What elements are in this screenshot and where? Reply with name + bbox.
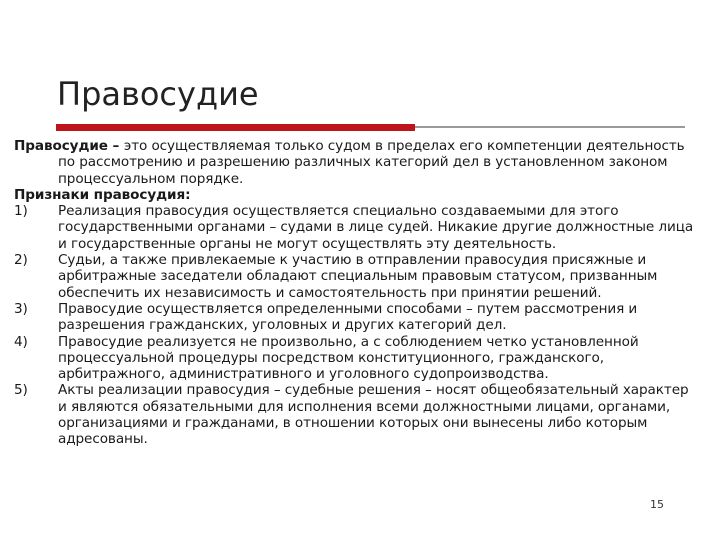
slide-body: [14, 138, 694, 448]
list-item: [14, 301, 694, 334]
list-item-text: Правосудие реализуется не произвольно, а с соблюдением четко установленной процессуальной процедуры посредством конституционного, гражданского, арбитражного, административного и уголовного судопроизводства.: [58, 333, 639, 383]
list-item-text: Акты реализации правосудия – судебные решения – носят общеобязательный характер и являются обязательными для исполнения всеми должностными лицами, органами, организациями и гражданами, в отношении которых они вынесены либо которым адресованы.: [58, 382, 689, 448]
definition-paragraph: [14, 138, 694, 187]
definition-term: Правосудие: [14, 138, 108, 154]
list-item-number: 2): [14, 252, 28, 269]
list-item-number: 4): [14, 333, 28, 350]
signs-heading: Признаки правосудия:: [14, 186, 191, 203]
list-item-text: Реализация правосудия осуществляется специально создаваемыми для этого государственными органами – судами в лице судей. Никакие другие должностные лица и государственные органы не могут осуществлять эту деятельность.: [58, 203, 694, 252]
list-item: [14, 203, 694, 252]
title-underline-gray: [415, 126, 685, 128]
list-item-number: 1): [14, 203, 28, 220]
list-item-number: 5): [14, 382, 28, 399]
list-item-text: Судьи, а также привлекаемые к участию в отправлении правосудия присяжные и арбитражные заседатели обладают специальным правовым статусом, призванным обеспечить их независимость и самостоятельность при принятии решений.: [58, 252, 658, 301]
list-item: [14, 334, 694, 383]
definition-dash: –: [107, 138, 124, 154]
page-number: 15: [650, 498, 664, 511]
title-underline-red: [56, 124, 415, 131]
list-item: [14, 382, 694, 447]
definition-text: это осуществляемая только судом в пределах его компетенции деятельность по рассмотрению и разрешению различных категорий дел в установленном законом процессуальном порядке.: [58, 138, 685, 187]
list-item-text: Правосудие осуществляется определенными способами – путем рассмотрения и разрешения гражданских, уголовных и других категорий дел.: [58, 300, 638, 334]
slide-title: Правосудие: [57, 75, 259, 113]
list-item-number: 3): [14, 300, 28, 317]
list-item: [14, 252, 694, 301]
